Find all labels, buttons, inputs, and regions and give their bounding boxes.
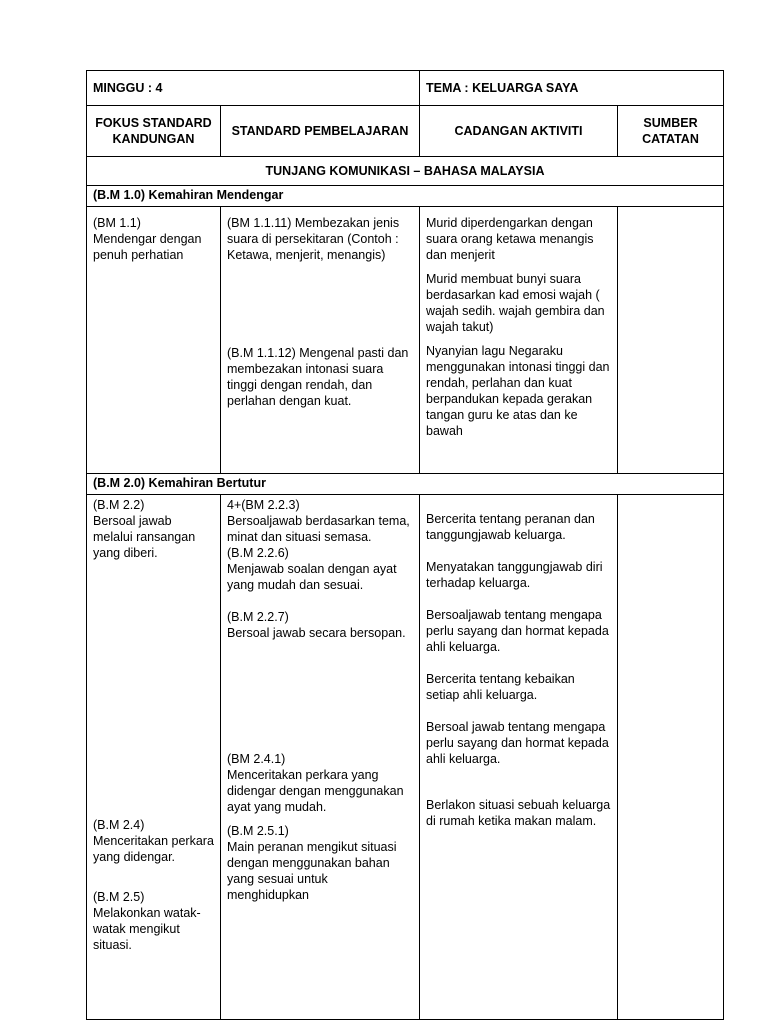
col-fokus-header: FOKUS STANDARD KANDUNGAN (87, 106, 221, 157)
column-header-row (87, 106, 724, 157)
col-sumber-header: SUMBER CATATAN (618, 106, 724, 157)
sec1-activity-2: Murid membuat bunyi suara berdasarkan kad emosi wajah ( wajah sedih. wajah gembira dan wajah takut) (426, 272, 605, 334)
sec1-sumber-cell (618, 207, 724, 474)
sec2-fokus-2: (B.M 2.4) Menceritakan perkara yang didengar. (93, 818, 214, 864)
sec2-standard-3: (B.M 2.2.7) Bersoal jawab secara bersopan. (227, 610, 406, 640)
sec1-activity-1: Murid diperdengarkan dengan suara orang ketawa menangis dan menjerit (426, 216, 594, 262)
tunjang-band-row (87, 157, 724, 186)
header-row (87, 71, 724, 106)
sec2-fokus-cell (87, 495, 221, 1020)
sec2-activity-cell (420, 495, 618, 1020)
sec2-activity-1: Bercerita tentang peranan dan tanggungjawab keluarga. (426, 512, 595, 542)
minggu-cell: MINGGU : 4 (87, 71, 420, 106)
lesson-plan-table (86, 70, 724, 1020)
tunjang-band: TUNJANG KOMUNIKASI – BAHASA MALAYSIA (87, 157, 724, 186)
sec2-activity-2: Menyatakan tanggungjawab diri terhadap keluarga. (426, 560, 603, 590)
sec2-fokus-1: (B.M 2.2) Bersoal jawab melalui ransangan yang diberi. (93, 498, 196, 560)
section-2-content-row (87, 495, 724, 1020)
section-1-title: (B.M 1.0) Kemahiran Mendengar (87, 186, 724, 207)
sec2-standard-5: (B.M 2.5.1) Main peranan mengikut situasi dengan menggunakan bahan yang sesuai untuk menghidupkan (227, 824, 397, 902)
sec2-fokus-3: (B.M 2.5) Melakonkan watak-watak mengikut situasi. (93, 890, 201, 952)
sec2-activity-3: Bersoaljawab tentang mengapa perlu sayang dan hormat kepada ahli keluarga. (426, 608, 609, 654)
sec2-standard-4: (BM 2.4.1) Menceritakan perkara yang didengar dengan menggunakan ayat yang mudah. (227, 752, 404, 814)
section-2-title-row (87, 474, 724, 495)
sec2-activity-5: Bersoal jawab tentang mengapa perlu sayang dan hormat kepada ahli keluarga. (426, 720, 609, 766)
section-1-content-row (87, 207, 724, 474)
section-1-title-row (87, 186, 724, 207)
sec2-sumber-cell (618, 495, 724, 1020)
sec1-activity-cell (420, 207, 618, 474)
tema-cell: TEMA : KELUARGA SAYA (420, 71, 724, 106)
sec1-fokus-cell (87, 207, 221, 474)
col-standard-header: STANDARD PEMBELAJARAN (221, 106, 420, 157)
sec2-standard-2: (B.M 2.2.6) Menjawab soalan dengan ayat yang mudah dan sesuai. (227, 546, 397, 592)
sec1-standard-1: (BM 1.1.11) Membezakan jenis suara di persekitaran (Contoh : Ketawa, menjerit, menangis) (227, 216, 400, 262)
sec1-fokus-text: (BM 1.1) Mendengar dengan penuh perhatian (93, 216, 202, 262)
sec2-standard-cell (221, 495, 420, 1020)
sec2-activity-6: Berlakon situasi sebuah keluarga di rumah ketika makan malam. (426, 798, 611, 828)
sec2-activity-4: Bercerita tentang kebaikan setiap ahli keluarga. (426, 672, 575, 702)
sec1-standard-cell (221, 207, 420, 474)
sec1-activity-3: Nyanyian lagu Negaraku menggunakan intonasi tinggi dan rendah, perlahan dan kuat berpandukan kepada gerakan tangan guru ke atas dan ke bawah (426, 344, 610, 438)
col-cadangan-header: CADANGAN AKTIVITI (420, 106, 618, 157)
section-2-title: (B.M 2.0) Kemahiran Bertutur (87, 474, 724, 495)
lesson-plan-sheet (86, 70, 723, 1020)
sec2-standard-1: 4+(BM 2.2.3) Bersoaljawab berdasarkan tema, minat dan situasi semasa. (227, 498, 410, 544)
sec1-standard-2: (B.M 1.1.12) Mengenal pasti dan membezakan intonasi suara tinggi dengan rendah, dan perlahan dengan kuat. (227, 346, 409, 408)
